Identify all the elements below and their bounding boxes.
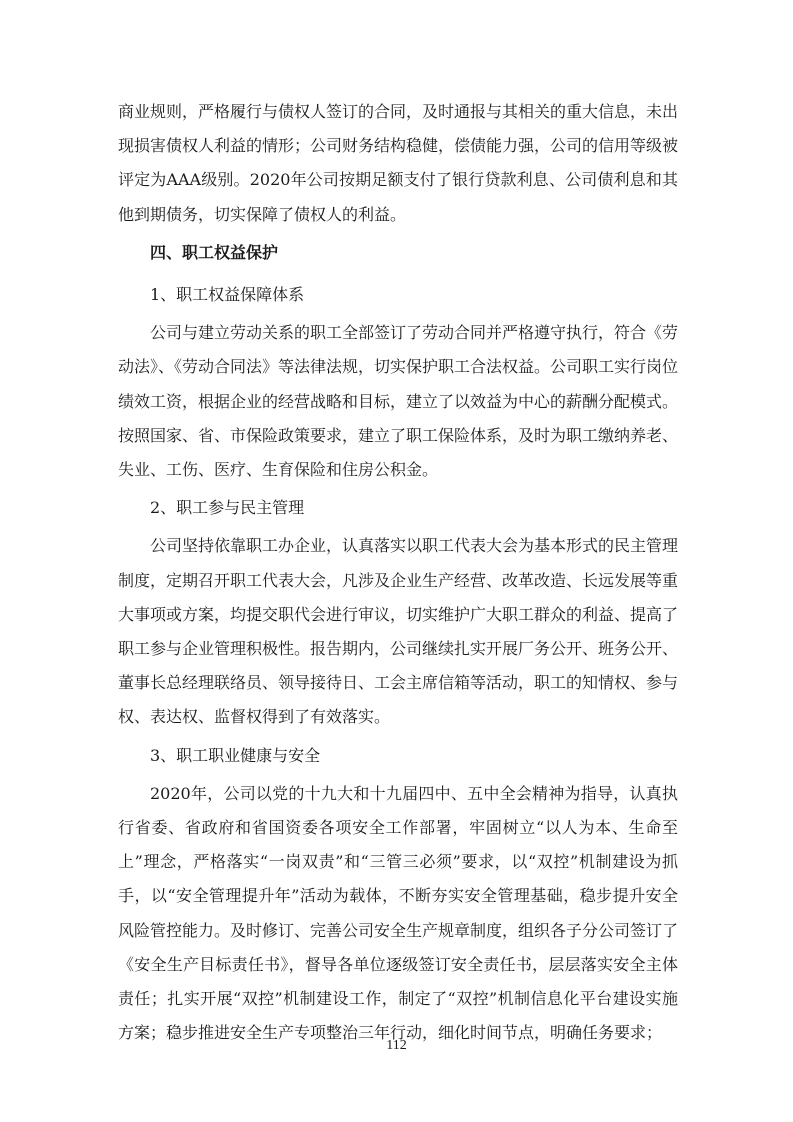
paragraph-health-safety: 2020年，公司以党的十九大和十九届四中、五中全会精神为指导，认真执行省委、省政府和省国资委各项安全工作部署，牢固树立“以人为本、生命至上”理念，严格落实“一岗双责”和“三管三必须”要求，以“双控”机制建设为抓手，以“安全管理提升年”活动为载体，不断夯实安全管理基础，稳步提升安全风险管控能力。及时修订、完善公司安全生产规章制度，组织各子分公司签订了《安全生产目标责任书》，督导各单位逐级签订安全责任书，层层落实安全主体责任；扎实开展“双控”机制建设工作，制定了“双控”机制信息化平台建设实施方案；稳步推进安全生产专项整治三年行动，细化时间节点，明确任务要求； bbox=[118, 783, 679, 1043]
subheading-protection-system: 1、职工权益保障体系 bbox=[150, 285, 305, 305]
paragraph-protection-system: 公司与建立劳动关系的职工全部签订了劳动合同并严格遵守执行，符合《劳动法》、《劳动合同法》等法律法规，切实保护职工合法权益。公司职工实行岗位绩效工资，根据企业的经营战略和目标，建立了以效益为中心的薪酬分配模式。按照国家、省、市保险政策要求，建立了职工保险体系，及时为职工缴纳养老、失业、工伤、医疗、生育保险和住房公积金。 bbox=[118, 323, 679, 480]
paragraph-creditor-rights: 商业规则，严格履行与债权人签订的合同，及时通报与其相关的重大信息，未出现损害债权人利益的情形；公司财务结构稳健，偿债能力强，公司的信用等级被评定为AAA级别。2020年公司按期足额支付了银行贷款利息、公司债利息和其他到期债务，切实保障了债权人的利益。 bbox=[118, 102, 679, 224]
page-body bbox=[118, 95, 678, 1050]
paragraph-democratic-management: 公司坚持依靠职工办企业，认真落实以职工代表大会为基本形式的民主管理制度，定期召开职工代表大会，凡涉及企业生产经营、改革改造、长远发展等重大事项或方案，均提交职代会进行审议，切实维护广大职工群众的利益、提高了职工参与企业管理积极性。报告期内，公司继续扎实开展厂务公开、班务公开、董事长总经理联络员、领导接待日、工会主席信箱等活动，职工的知情权、参与权、表达权、监督权得到了有效落实。 bbox=[118, 536, 679, 727]
section-heading-employee-rights: 四、职工权益保护 bbox=[150, 242, 279, 262]
page-number: 112 bbox=[386, 1038, 407, 1053]
subheading-health-safety: 3、职工职业健康与安全 bbox=[150, 745, 321, 765]
subheading-democratic-management: 2、职工参与民主管理 bbox=[150, 498, 305, 518]
